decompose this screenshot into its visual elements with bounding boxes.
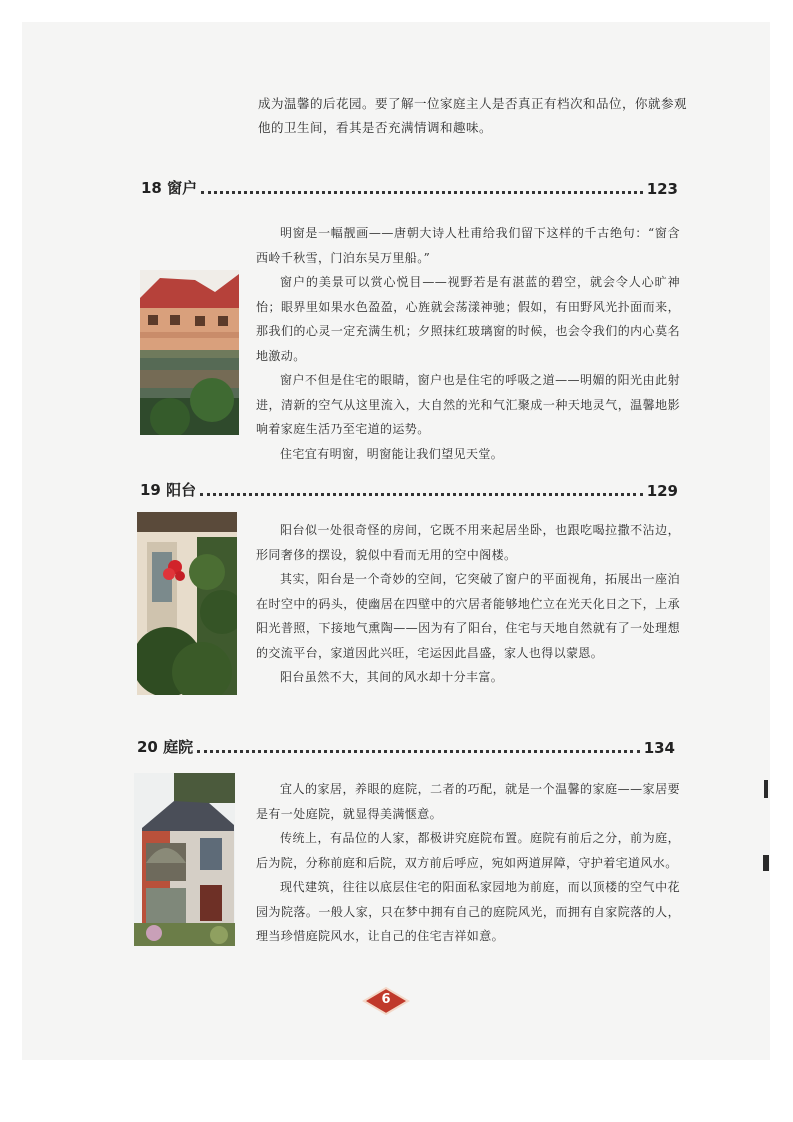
section-title: 19 阳台 bbox=[140, 481, 197, 499]
leader-dots bbox=[200, 493, 643, 496]
paragraph: 宜人的家居，养眼的庭院，二者的巧配，就是一个温馨的家庭——家居要是有一处庭院，就显得美满惬意。 bbox=[256, 782, 680, 821]
section-title: 20 庭院 bbox=[137, 738, 194, 756]
paragraph: 其实，阳台是一个奇妙的空间，它突破了窗户的平面视角，拓展出一座泊在时空中的码头，使幽居在四壁中的穴居者能够地伫立在光天化日之下，上承阳光普照，下接地气熏陶——因为有了阳台，住宅与天地自然就有了一处理想的交流平台，家道因此兴旺，宅运因此昌盛，家人也得以蒙恩。 bbox=[256, 572, 680, 660]
page-number: 6 bbox=[381, 992, 391, 1007]
lead-text: 成为温馨的后花园。要了解一位家庭主人是否真正有档次和品位，你就参观他的卫生间，看其是否充满情调和趣味。 bbox=[258, 96, 688, 135]
scan-edge-mark bbox=[764, 780, 768, 798]
paragraph: 阳台似一处很奇怪的房间，它既不用来起居坐卧，也跟吃喝拉撒不沾边，形同奢侈的摆设，貌似中看而无用的空中阁楼。 bbox=[256, 523, 680, 562]
page-number-marker bbox=[362, 986, 410, 1016]
photo-courtyard-house bbox=[134, 773, 235, 946]
paragraph: 传统上，有品位的人家，都极讲究庭院布置。庭院有前后之分，前为庭，后为院，分称前庭和后院，双方前后呼应，宛如两道屏障，守护着宅道风水。 bbox=[256, 831, 680, 870]
scan-edge-mark bbox=[763, 855, 769, 871]
lead-paragraph bbox=[258, 92, 688, 140]
leader-dots bbox=[201, 191, 643, 194]
section-heading-19 bbox=[140, 478, 678, 500]
paragraph: 现代建筑，往往以底层住宅的阳面私家园地为前庭，而以顶楼的空气中花园为院落。一般人家，只在梦中拥有自己的庭院风光，而拥有自家院落的人，理当珍惜庭院风水，让自己的住宅吉祥如意。 bbox=[256, 880, 680, 943]
section-heading-20 bbox=[137, 735, 675, 757]
leader-dots bbox=[197, 750, 640, 753]
paragraph: 窗户的美景可以赏心悦目——视野若是有湛蓝的碧空，就会令人心旷神怡；眼界里如果水色盈盈，心旌就会荡漾神驰；假如，有田野风光扑面而来，那我们的心灵一定充满生机；夕照抹红玻璃窗的时候，也会令我们的内心莫名地激动。 bbox=[256, 275, 680, 363]
paragraph: 住宅宜有明窗，明窗能让我们望见天堂。 bbox=[280, 446, 504, 461]
photo-window-villa bbox=[140, 270, 239, 435]
paragraph: 阳台虽然不大，其间的风水却十分丰富。 bbox=[280, 670, 504, 684]
paragraph: 明窗是一幅靓画——唐朝大诗人杜甫给我们留下这样的千古绝句：“窗含西岭千秋雪，门泊东吴万里船。” bbox=[256, 226, 680, 265]
section-page-ref: 123 bbox=[646, 180, 678, 198]
paragraph: 窗户不但是住宅的眼睛，窗户也是住宅的呼吸之道——明媚的阳光由此射进，清新的空气从这里流入，大自然的光和气汇聚成一种天地灵气，温馨地影响着家庭生活乃至宅道的运势。 bbox=[256, 373, 680, 436]
section-page-ref: 129 bbox=[646, 482, 678, 500]
section-page-ref: 134 bbox=[643, 739, 675, 757]
section-body-18 bbox=[256, 221, 680, 466]
section-body-19 bbox=[256, 518, 680, 690]
photo-balcony-flowers bbox=[137, 512, 237, 695]
section-body-20 bbox=[256, 777, 680, 949]
section-title: 18 窗户 bbox=[141, 179, 198, 197]
section-heading-18 bbox=[141, 176, 678, 198]
